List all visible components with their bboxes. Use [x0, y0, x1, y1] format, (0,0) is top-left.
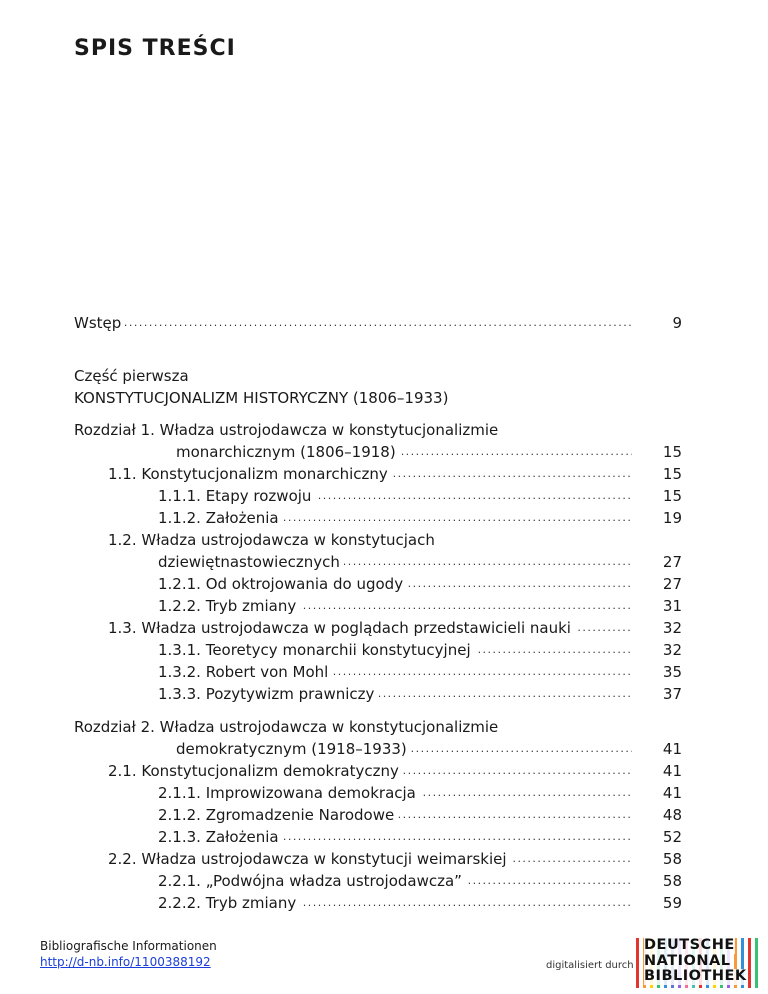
- toc-page-number: 9: [672, 314, 682, 332]
- toc-entry-label: 1.3.1. Teoretycy monarchii konstytucyjnej: [158, 641, 475, 659]
- toc-entry: [0, 870, 768, 892]
- toc-entry: [0, 683, 768, 705]
- toc-entry-label: Wstęp: [74, 314, 125, 332]
- toc-entry-text: [74, 716, 720, 738]
- toc-page-number: 27: [662, 575, 682, 593]
- toc-entry-text: [158, 551, 632, 573]
- toc-entry: [0, 507, 768, 529]
- toc-entry-text: [158, 804, 632, 826]
- toc-entry-label: 1.2.2. Tryb zmiany: [158, 597, 300, 615]
- toc-page-number: 19: [662, 509, 682, 527]
- toc-page-number: 35: [662, 663, 682, 681]
- toc-page-number: 41: [662, 740, 682, 758]
- toc-entry: [0, 441, 768, 463]
- toc-entry: [0, 848, 768, 870]
- toc-page-number: 32: [662, 619, 682, 637]
- toc-page-number: 52: [662, 828, 682, 846]
- toc-entry-label: KONSTYTUCJONALIZM HISTORYCZNY (1806–1933): [74, 389, 452, 407]
- toc-entry-label: 1.2.1. Od oktrojowania do ugody: [158, 575, 407, 593]
- toc-entry-text: [158, 485, 632, 507]
- toc-entry-text: [158, 661, 632, 683]
- toc-page-number: 15: [662, 443, 682, 461]
- toc-entry-label: 2.1. Konstytucjonalizm demokratyczny: [108, 762, 403, 780]
- toc-page-number: 32: [662, 641, 682, 659]
- logo-stripe: [636, 938, 639, 988]
- toc-entry-text: [158, 782, 632, 804]
- toc-entry-text: [158, 892, 632, 914]
- toc-entry: [0, 804, 768, 826]
- toc-entry-text: [108, 463, 632, 485]
- dnb-branding: [546, 938, 768, 988]
- toc-page-number: 58: [662, 872, 682, 890]
- toc-entry: [0, 312, 768, 334]
- toc-entry: [0, 760, 768, 782]
- toc-entry-text: [158, 507, 632, 529]
- toc-entry-label: 1.3. Władza ustrojodawcza w poglądach przedstawicieli nauki: [108, 619, 575, 637]
- toc-entry: [0, 485, 768, 507]
- toc-entry-label: 2.2.2. Tryb zmiany: [158, 894, 300, 912]
- toc-entry-label: 1.1. Konstytucjonalizm monarchiczny: [108, 465, 392, 483]
- page-title: SPIS TREŚCI: [74, 36, 236, 61]
- toc-entry-label: 2.1.1. Improwizowana demokracja: [158, 784, 420, 802]
- toc-entry: [0, 419, 768, 441]
- toc-entry-text: [74, 312, 632, 334]
- bib-link[interactable]: http://d-nb.info/1100388192: [40, 955, 211, 969]
- toc-page-number: 15: [662, 487, 682, 505]
- bibliographic-info: [40, 938, 217, 970]
- toc-page-number: 27: [662, 553, 682, 571]
- toc-entry-label: 1.2. Władza ustrojodawcza w konstytucjach: [108, 531, 439, 549]
- logo-stripe: [748, 938, 751, 988]
- toc-entry-text: [158, 683, 632, 705]
- toc-entry-text: [158, 826, 632, 848]
- toc-entry: [0, 617, 768, 639]
- toc-entry-label: 1.3.3. Pozytywizm prawniczy: [158, 685, 378, 703]
- bib-label: Bibliografische Informationen: [40, 939, 217, 953]
- toc-entry: [0, 529, 768, 551]
- toc-entry-text: [158, 595, 632, 617]
- toc-page-number: 15: [662, 465, 682, 483]
- toc-entry-label: Rozdział 2. Władza ustrojodawcza w konstytucjonalizmie: [74, 718, 502, 736]
- toc-entry-text: [158, 573, 632, 595]
- toc-entry: [0, 782, 768, 804]
- toc-entry: [0, 639, 768, 661]
- toc-entry: [0, 661, 768, 683]
- toc-entry: [0, 595, 768, 617]
- toc-entry-text: [158, 870, 632, 892]
- logo-line: NATIONAL: [644, 952, 731, 969]
- toc-entry-text: [176, 738, 632, 760]
- toc-entry-text: [108, 848, 632, 870]
- toc-entry: [0, 463, 768, 485]
- toc-entry-label: monarchicznym (1806–1918): [176, 443, 400, 461]
- toc-page-number: 58: [662, 850, 682, 868]
- toc-entry-text: [74, 387, 720, 409]
- toc-entry: [0, 738, 768, 760]
- toc-entry-text: [176, 441, 632, 463]
- toc-entry-label: 1.1.2. Założenia: [158, 509, 283, 527]
- toc-entry-label: 2.1.2. Zgromadzenie Narodowe: [158, 806, 398, 824]
- toc-entry-text: [108, 529, 720, 551]
- toc-entry: [0, 387, 768, 409]
- toc-entry: [0, 551, 768, 573]
- toc-page-number: 59: [662, 894, 682, 912]
- toc-entry-text: [74, 419, 720, 441]
- digitized-by-label: digitalisiert durch: [546, 960, 634, 971]
- toc-entry: [0, 892, 768, 914]
- toc-entry: [0, 573, 768, 595]
- toc-entry-label: Rozdział 1. Władza ustrojodawcza w konstytucjonalizmie: [74, 421, 502, 439]
- toc-entry-label: 1.3.2. Robert von Mohl: [158, 663, 332, 681]
- toc-page-number: 48: [662, 806, 682, 824]
- logo-stripe: [755, 938, 758, 988]
- dnb-logo: [636, 938, 766, 988]
- toc-entry-label: demokratycznym (1918–1933): [176, 740, 411, 758]
- toc-entry-label: 2.2.1. „Podwójna władza ustrojodawcza”: [158, 872, 466, 890]
- toc-page-number: 37: [662, 685, 682, 703]
- toc-page-number: 31: [662, 597, 682, 615]
- toc-page-number: 41: [662, 762, 682, 780]
- toc-entry: [0, 826, 768, 848]
- toc-entry-label: Część pierwsza: [74, 367, 193, 385]
- toc-entry-text: [74, 365, 720, 387]
- toc-entry: [0, 365, 768, 387]
- toc-entry: [0, 716, 768, 738]
- logo-line: BIBLIOTHEK: [644, 968, 747, 984]
- toc-entry-text: [108, 760, 632, 782]
- toc-entry-label: 2.1.3. Założenia: [158, 828, 283, 846]
- toc-page-number: 41: [662, 784, 682, 802]
- toc-entry-text: [158, 639, 632, 661]
- toc-entry-text: [108, 617, 632, 639]
- logo-line: DEUTSCHE: [644, 937, 735, 953]
- toc-entry-label: dziewiętnastowiecznych: [158, 553, 344, 571]
- toc-entry-label: 1.1.1. Etapy rozwoju: [158, 487, 315, 505]
- toc-entry-label: 2.2. Władza ustrojodawcza w konstytucji weimarskiej: [108, 850, 511, 868]
